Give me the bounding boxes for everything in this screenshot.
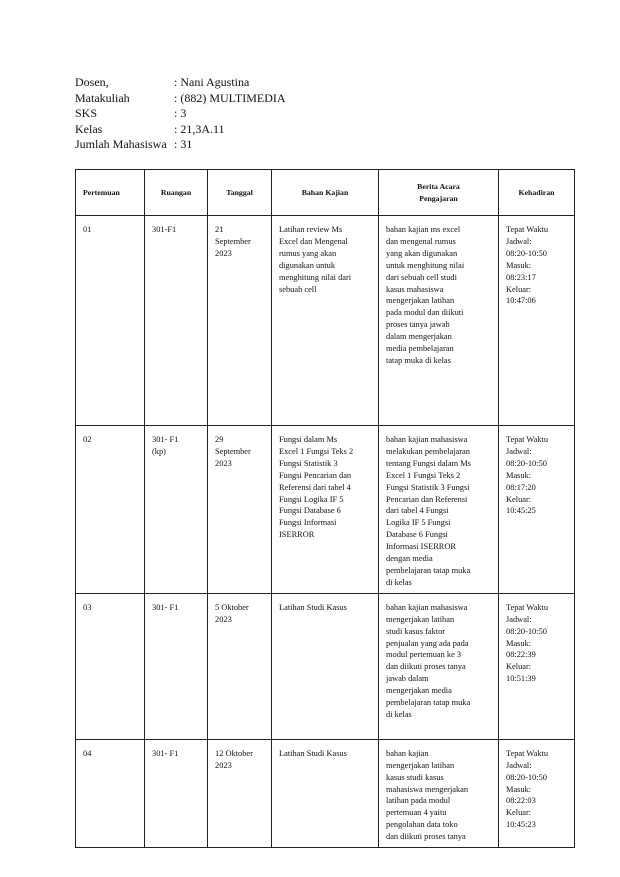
cell-tanggal: 29 September 2023: [208, 426, 272, 594]
table-row: [76, 426, 575, 594]
jumlah-mahasiswa-value: : 31: [174, 137, 193, 152]
cell-kehadiran: Tepat Waktu Jadwal: 08:20-10:50 Masuk: 08:23:17 Keluar: 10:47:06: [499, 216, 575, 426]
kelas-label: Kelas: [75, 121, 103, 136]
cell-tanggal: 21 September 2023: [208, 216, 272, 426]
column-header-kehadiran: Kehadiran: [499, 170, 575, 216]
header-row-dosen: [75, 75, 286, 91]
cell-bahan-kajian: Latihan Studi Kasus: [272, 593, 379, 739]
table-row: [76, 593, 575, 739]
cell-bahan-kajian: Latihan Studi Kasus: [272, 739, 379, 847]
cell-kehadiran: Tepat Waktu Jadwal: 08:20-10:50 Masuk: 08:22:03 Keluar: 10:45:23: [499, 739, 575, 847]
cell-ruangan: 301-F1: [145, 216, 208, 426]
header-row-sks: [75, 106, 286, 122]
column-header-ruangan: Ruangan: [145, 170, 208, 216]
cell-pertemuan: 01: [76, 216, 145, 426]
cell-berita-acara: bahan kajian ms excel dan mengenal rumus yang akan digunakan untuk menghitung nilai dari sebuah cell studi kasus mahasiswa mengerjakan latihan pada modul dan diikuti proses tanya jawab dalam mengerjakan media pembelajaran tatap muka di kelas: [379, 216, 499, 426]
header-row-kelas: [75, 122, 286, 138]
dosen-value: : Nani Agustina: [174, 75, 250, 89]
matakuliah-value: : (882) MULTIMEDIA: [174, 90, 286, 105]
table-header-row: [76, 170, 575, 216]
column-header-pertemuan: Pertemuan: [76, 170, 145, 216]
cell-tanggal: 5 Oktober 2023: [208, 593, 272, 739]
sks-value: : 3: [174, 106, 187, 121]
cell-ruangan: 301- F1: [145, 593, 208, 739]
matakuliah-label: Matakuliah: [75, 90, 130, 105]
cell-kehadiran: Tepat Waktu Jadwal: 08:20-10:50 Masuk: 08:17:20 Keluar: 10:45:25: [499, 426, 575, 594]
column-header-tanggal: Tanggal: [208, 170, 272, 216]
table-row: [76, 739, 575, 847]
cell-bahan-kajian: Fungsi dalam Ms Excel 1 Fungsi Teks 2 Fungsi Statistik 3 Fungsi Pencarian dan Referensi dari tabel 4 Fungsi Logika IF 5 Fungsi Database 6 Fungsi Informasi ISERROR: [272, 426, 379, 594]
course-header: [75, 75, 286, 153]
kelas-value: : 21,3A.11: [174, 121, 225, 136]
cell-kehadiran: Tepat Waktu Jadwal: 08:20-10:50 Masuk: 08:22:39 Keluar: 10:51:39: [499, 593, 575, 739]
cell-berita-acara: bahan kajian mahasiswa mengerjakan latihan studi kasus faktor penjualan yang ada pada modul pertemuan ke 3 dan diikuti proses tanya jawab dalam mengerjakan media pembelajaran tatap muka di kelas: [379, 593, 499, 739]
cell-pertemuan: 03: [76, 593, 145, 739]
column-header-bahan-kajian: Bahan Kajian: [272, 170, 379, 216]
cell-ruangan: 301- F1: [145, 739, 208, 847]
header-row-jumlah: [75, 137, 286, 153]
cell-berita-acara: bahan kajian mahasiswa melakukan pembelajaran tentang Fungsi dalam Ms Excel 1 Fungsi Teks 2 Fungsi Statistik 3 Fungsi Pencarian dan Referensi dari tabel 4 Fungsi Logika IF 5 Fungsi Database 6 Fungsi Informasi ISERROR dengan media pembelajaran tatap muka di kelas: [379, 426, 499, 594]
cell-tanggal: 12 Oktober 2023: [208, 739, 272, 847]
jumlah-mahasiswa-label: Jumlah Mahasiswa: [75, 137, 167, 152]
cell-bahan-kajian: Latihan review Ms Excel dan Mengenal rumus yang akan digunakan untuk menghitung nilai dari sebuah cell: [272, 216, 379, 426]
cell-berita-acara: bahan kajian mengerjakan latihan kasus studi kasus mahasiswa mengerjakan latihan pada modul pertemuan 4 yaitu pengolahan data toko dan diikuti proses tanya: [379, 739, 499, 847]
attendance-table: [75, 169, 575, 848]
sks-label: SKS: [75, 106, 98, 121]
cell-pertemuan: 04: [76, 739, 145, 847]
header-row-matakuliah: [75, 91, 286, 107]
column-header-berita-acara: Berita Acara Pengajaran: [379, 170, 499, 216]
cell-pertemuan: 02: [76, 426, 145, 594]
table-row: [76, 216, 575, 426]
dosen-label: Dosen,: [75, 75, 109, 89]
cell-ruangan: 301- F1 (kp): [145, 426, 208, 594]
